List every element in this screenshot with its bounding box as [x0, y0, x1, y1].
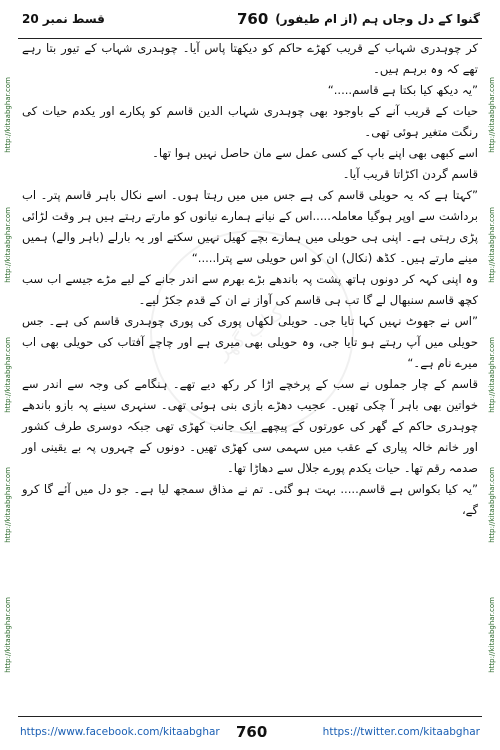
- side-url: http://kitaabghar.com: [4, 77, 12, 153]
- twitter-link[interactable]: https://twitter.com/kitaabghar: [322, 726, 480, 738]
- side-url: http://kitaabghar.com: [488, 467, 496, 543]
- center-watermark-text: کتاب گھر: [211, 300, 289, 364]
- right-side-watermark: [485, 50, 499, 700]
- paragraph: قاسم کے چار جملوں نے سب کے پرخچے اڑا کر رکھ دیے تھے۔ ہنگامے کی وجہ سے اندر سے خواتین بھی باہر آ چکی تھیں۔ عجیب دھڑے بازی بنی ہوئی تھی۔ سنہری سینے پہ بازو باندھے چوہدری حاکم کے گھر کی عورتوں کے پیچھے ایک جانب کھڑی تھی جبکہ دوسری طرف کشور اور خانم خالہ پیاری کے عقب میں سہمی سی کھڑی تھیں۔ دونوں کے چہروں پہ بے یقینی اور صدمہ رقم تھا۔ حیات یکدم پورے جلال سے دھاڑا تھا۔: [22, 377, 478, 475]
- paragraph: ”اس نے جھوٹ نہیں کہا تایا جی۔ حویلی لکھاں پوری کی پوری چوہدری قاسم کی ہے۔ جس حویلی میں آپ رہتے ہو تایا جی، وہ حویلی بھی میری ہے اور چاچے آفتاب کی حویلی بھی اب میرے نام ہے۔“: [22, 314, 478, 370]
- side-url: http://kitaabghar.com: [488, 77, 496, 153]
- side-url: http://kitaabghar.com: [4, 337, 12, 413]
- side-url: http://kitaabghar.com: [4, 207, 12, 283]
- paragraph: اسے کبھی بھی اپنے باپ کے کسی عمل سے مان حاصل نہیں ہوا تھا۔: [152, 146, 478, 160]
- paragraph: وہ اپنی کہہ کر دونوں ہاتھ پشت پہ باندھے بڑے بھرم سے اندر جانے کے لیے مڑے جیسے اب سب کچھ قاسم سنبھال لے گا تب ہی قاسم کی آواز نے ان کے قدم جکڑ لیے۔: [22, 272, 478, 307]
- side-url: http://kitaabghar.com: [4, 467, 12, 543]
- side-url: http://kitaabghar.com: [488, 337, 496, 413]
- facebook-link[interactable]: https://www.facebook.com/kitaabghar: [20, 726, 220, 738]
- footer-page-number: 760: [236, 723, 268, 741]
- paragraph: کر چوہدری شہاب کے قریب کھڑے حاکم کو دیکھتا پاس آیا۔ چوہدری شہاب کے تیور بتا رہے تھے کہ وہ برہم ہیں۔: [22, 41, 478, 76]
- paragraph: قاسم گردن اکڑاتا قریب آیا۔: [342, 167, 478, 181]
- side-url: http://kitaabghar.com: [488, 597, 496, 673]
- novel-title: گنوا کے دل وجاں ہم (از ام طیفور): [275, 12, 480, 26]
- left-side-watermark: [1, 50, 15, 700]
- header-page-number: 760: [237, 10, 269, 28]
- paragraph: حیات کے قریب آنے کے باوجود بھی چوہدری شہاب الدین قاسم کو پکارے اور یکدم حیات کی رنگت متغیر ہوئی تھی۔: [22, 104, 478, 139]
- footer-divider: [18, 716, 482, 717]
- paragraph: ”یہ دیکھ کیا بکتا ہے قاسم.....“: [327, 83, 478, 97]
- paragraph: ”کہتا ہے کہ یہ حویلی قاسم کی ہے جس میں میں رہتا ہوں۔ اسے نکال باہر قاسم پتر۔ اب برداشت سے اوپر ہوگیا معاملہ.....اس کے نیانے ہمارے نیانوں کو مارتے رہتے ہیں ہر وقت لڑائی پڑی رہتی ہے۔ اپنی ہی حویلی میں ہمارے بچے کھیل نہیں سکتے اور یہ بارلے (باہر والے) ہمیں مینے مارتے ہیں۔ کڈھ (نکال) ان کو اس حویلی سے پترا.....“: [22, 188, 478, 265]
- page-header: [0, 8, 500, 34]
- page-footer: [0, 716, 500, 746]
- side-url: http://kitaabghar.com: [488, 207, 496, 283]
- episode-number: قسط نمبر 20: [22, 12, 105, 26]
- paragraph: ”یہ کیا بکواس ہے قاسم..... بہت ہو گئی۔ تم نے مذاق سمجھ لیا ہے۔ جو دل میں آئے گا کرو گے،: [22, 482, 478, 517]
- side-url: http://kitaabghar.com: [4, 597, 12, 673]
- story-text: [22, 38, 478, 710]
